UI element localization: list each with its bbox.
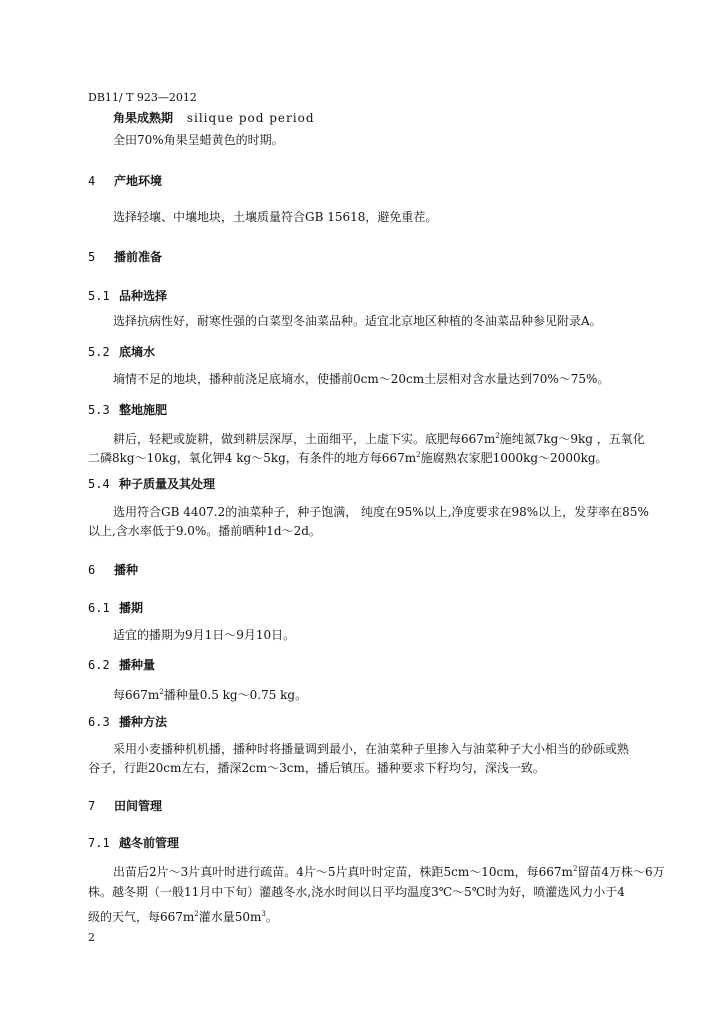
text: 出苗后2片～3片真叶时进行疏苗。4片～5片真叶时定苗，株距5cm～10cm，每667m	[113, 865, 573, 879]
superscript: 2	[495, 432, 500, 440]
section-6-1-paragraph: 适宜的播期为9月1日～9月10日。	[113, 628, 296, 642]
section-6-heading	[88, 563, 138, 578]
section-title: 越冬前管理	[119, 836, 180, 850]
section-4-heading	[88, 174, 162, 189]
section-title: 田间管理	[114, 799, 163, 813]
section-5-1-heading	[88, 289, 167, 304]
section-4-paragraph: 选择轻壤、中壤地块，土壤质量符合GB 15618，避免重茬。	[113, 210, 438, 224]
section-6-3-line-2: 谷子，行距20cm左右，播深2cm～3cm，播后镇压。播种要求下籽均匀，深浅一致。	[88, 761, 545, 775]
section-number: 7.1	[88, 836, 110, 850]
term-title-cn: 角果成熟期	[113, 111, 174, 125]
section-title: 播期	[119, 601, 144, 615]
section-number: 5.2	[88, 345, 110, 359]
section-number: 6.2	[88, 658, 110, 672]
term-definition: 全田70%角果呈蜡黄色的时期。	[113, 133, 284, 147]
text: 播种量0.5 kg～0.75 kg。	[163, 688, 308, 702]
superscript: 3	[261, 910, 266, 918]
text: 施纯氮7kg～9kg ，五氧化	[499, 432, 645, 446]
section-number: 7	[88, 799, 96, 813]
section-7-1-line-1	[113, 862, 665, 880]
section-5-3-line-2	[88, 448, 608, 466]
superscript: 2	[194, 910, 199, 918]
section-title: 播种	[114, 563, 139, 577]
section-title: 整地施肥	[119, 403, 168, 417]
section-number: 4	[88, 174, 96, 188]
term-title	[113, 111, 315, 126]
section-number: 5.4	[88, 477, 110, 491]
term-title-en: silique pod period	[186, 111, 315, 125]
section-7-1-line-3	[88, 907, 278, 925]
standard-number: DB11/ T 923—2012	[88, 91, 197, 104]
section-5-4-line-2: 以上,含水率低于9.0%。播前晒种1d～2d。	[88, 524, 321, 538]
text: 耕后，轻耙或旋耕，做到耕层深厚，土面细平，上虚下实。底肥每667m	[113, 432, 496, 446]
section-5-4-line-1: 选用符合GB 4407.2的油菜种子，种子饱满， 纯度在95%以上,净度要求在98%以上，发芽率在85%	[113, 505, 649, 519]
section-5-2-heading	[88, 345, 155, 360]
section-5-heading	[88, 250, 162, 265]
section-title: 品种选择	[119, 289, 168, 303]
section-number: 6.1	[88, 601, 110, 615]
superscript: 2	[572, 865, 578, 873]
section-6-2-paragraph	[113, 685, 307, 703]
section-5-4-heading	[88, 477, 215, 492]
section-5-3-line-1	[113, 429, 645, 447]
section-6-2-heading	[88, 658, 155, 673]
section-number: 5.3	[88, 403, 110, 417]
superscript: 2	[159, 688, 164, 696]
section-title: 种子质量及其处理	[119, 477, 216, 491]
superscript: 2	[416, 451, 421, 459]
section-title: 底墒水	[119, 345, 156, 359]
section-number: 6.3	[88, 715, 110, 729]
section-7-1-heading	[88, 836, 179, 851]
section-5-1-paragraph: 选择抗病性好，耐寒性强的白菜型冬油菜品种。适宜北京地区种植的冬油菜品种参见附录A。	[113, 314, 602, 328]
section-title: 产地环境	[114, 174, 163, 188]
text: 灌水量50m	[198, 910, 262, 924]
section-title: 播前准备	[114, 250, 163, 264]
section-7-heading	[88, 799, 162, 814]
text: 留苗4万株～6万	[577, 865, 665, 879]
section-6-1-heading	[88, 601, 143, 616]
section-number: 6	[88, 563, 96, 577]
section-5-3-heading	[88, 403, 167, 418]
section-6-3-line-1: 采用小麦播种机机播，播种时将播量调到最小，在油菜种子里掺入与油菜种子大小相当的砂砾或熟	[113, 742, 630, 756]
section-5-2-paragraph: 墒情不足的地块，播种前浇足底墒水，使播前0cm～20cm土层相对含水量达到70%～75%。	[113, 372, 610, 386]
text: 施腐熟农家肥1000kg～2000kg。	[420, 451, 608, 465]
text: 每667m	[113, 688, 160, 702]
page-number: 2	[88, 931, 95, 944]
section-6-3-heading	[88, 715, 167, 730]
section-number: 5.1	[88, 289, 110, 303]
section-title: 播种方法	[119, 715, 168, 729]
text: 二磷8kg～10kg，氧化钾4 kg～5kg，有条件的地方每667m	[88, 451, 417, 465]
section-title: 播种量	[119, 658, 156, 672]
text: 。	[265, 910, 278, 924]
section-number: 5	[88, 250, 96, 264]
text: 级的天气，每667m	[88, 910, 195, 924]
section-7-1-line-2: 株。越冬期（一般11月中下旬）灌越冬水,浇水时间以日平均温度3℃～5℃时为好，喷灌选风力小于4	[88, 885, 625, 899]
